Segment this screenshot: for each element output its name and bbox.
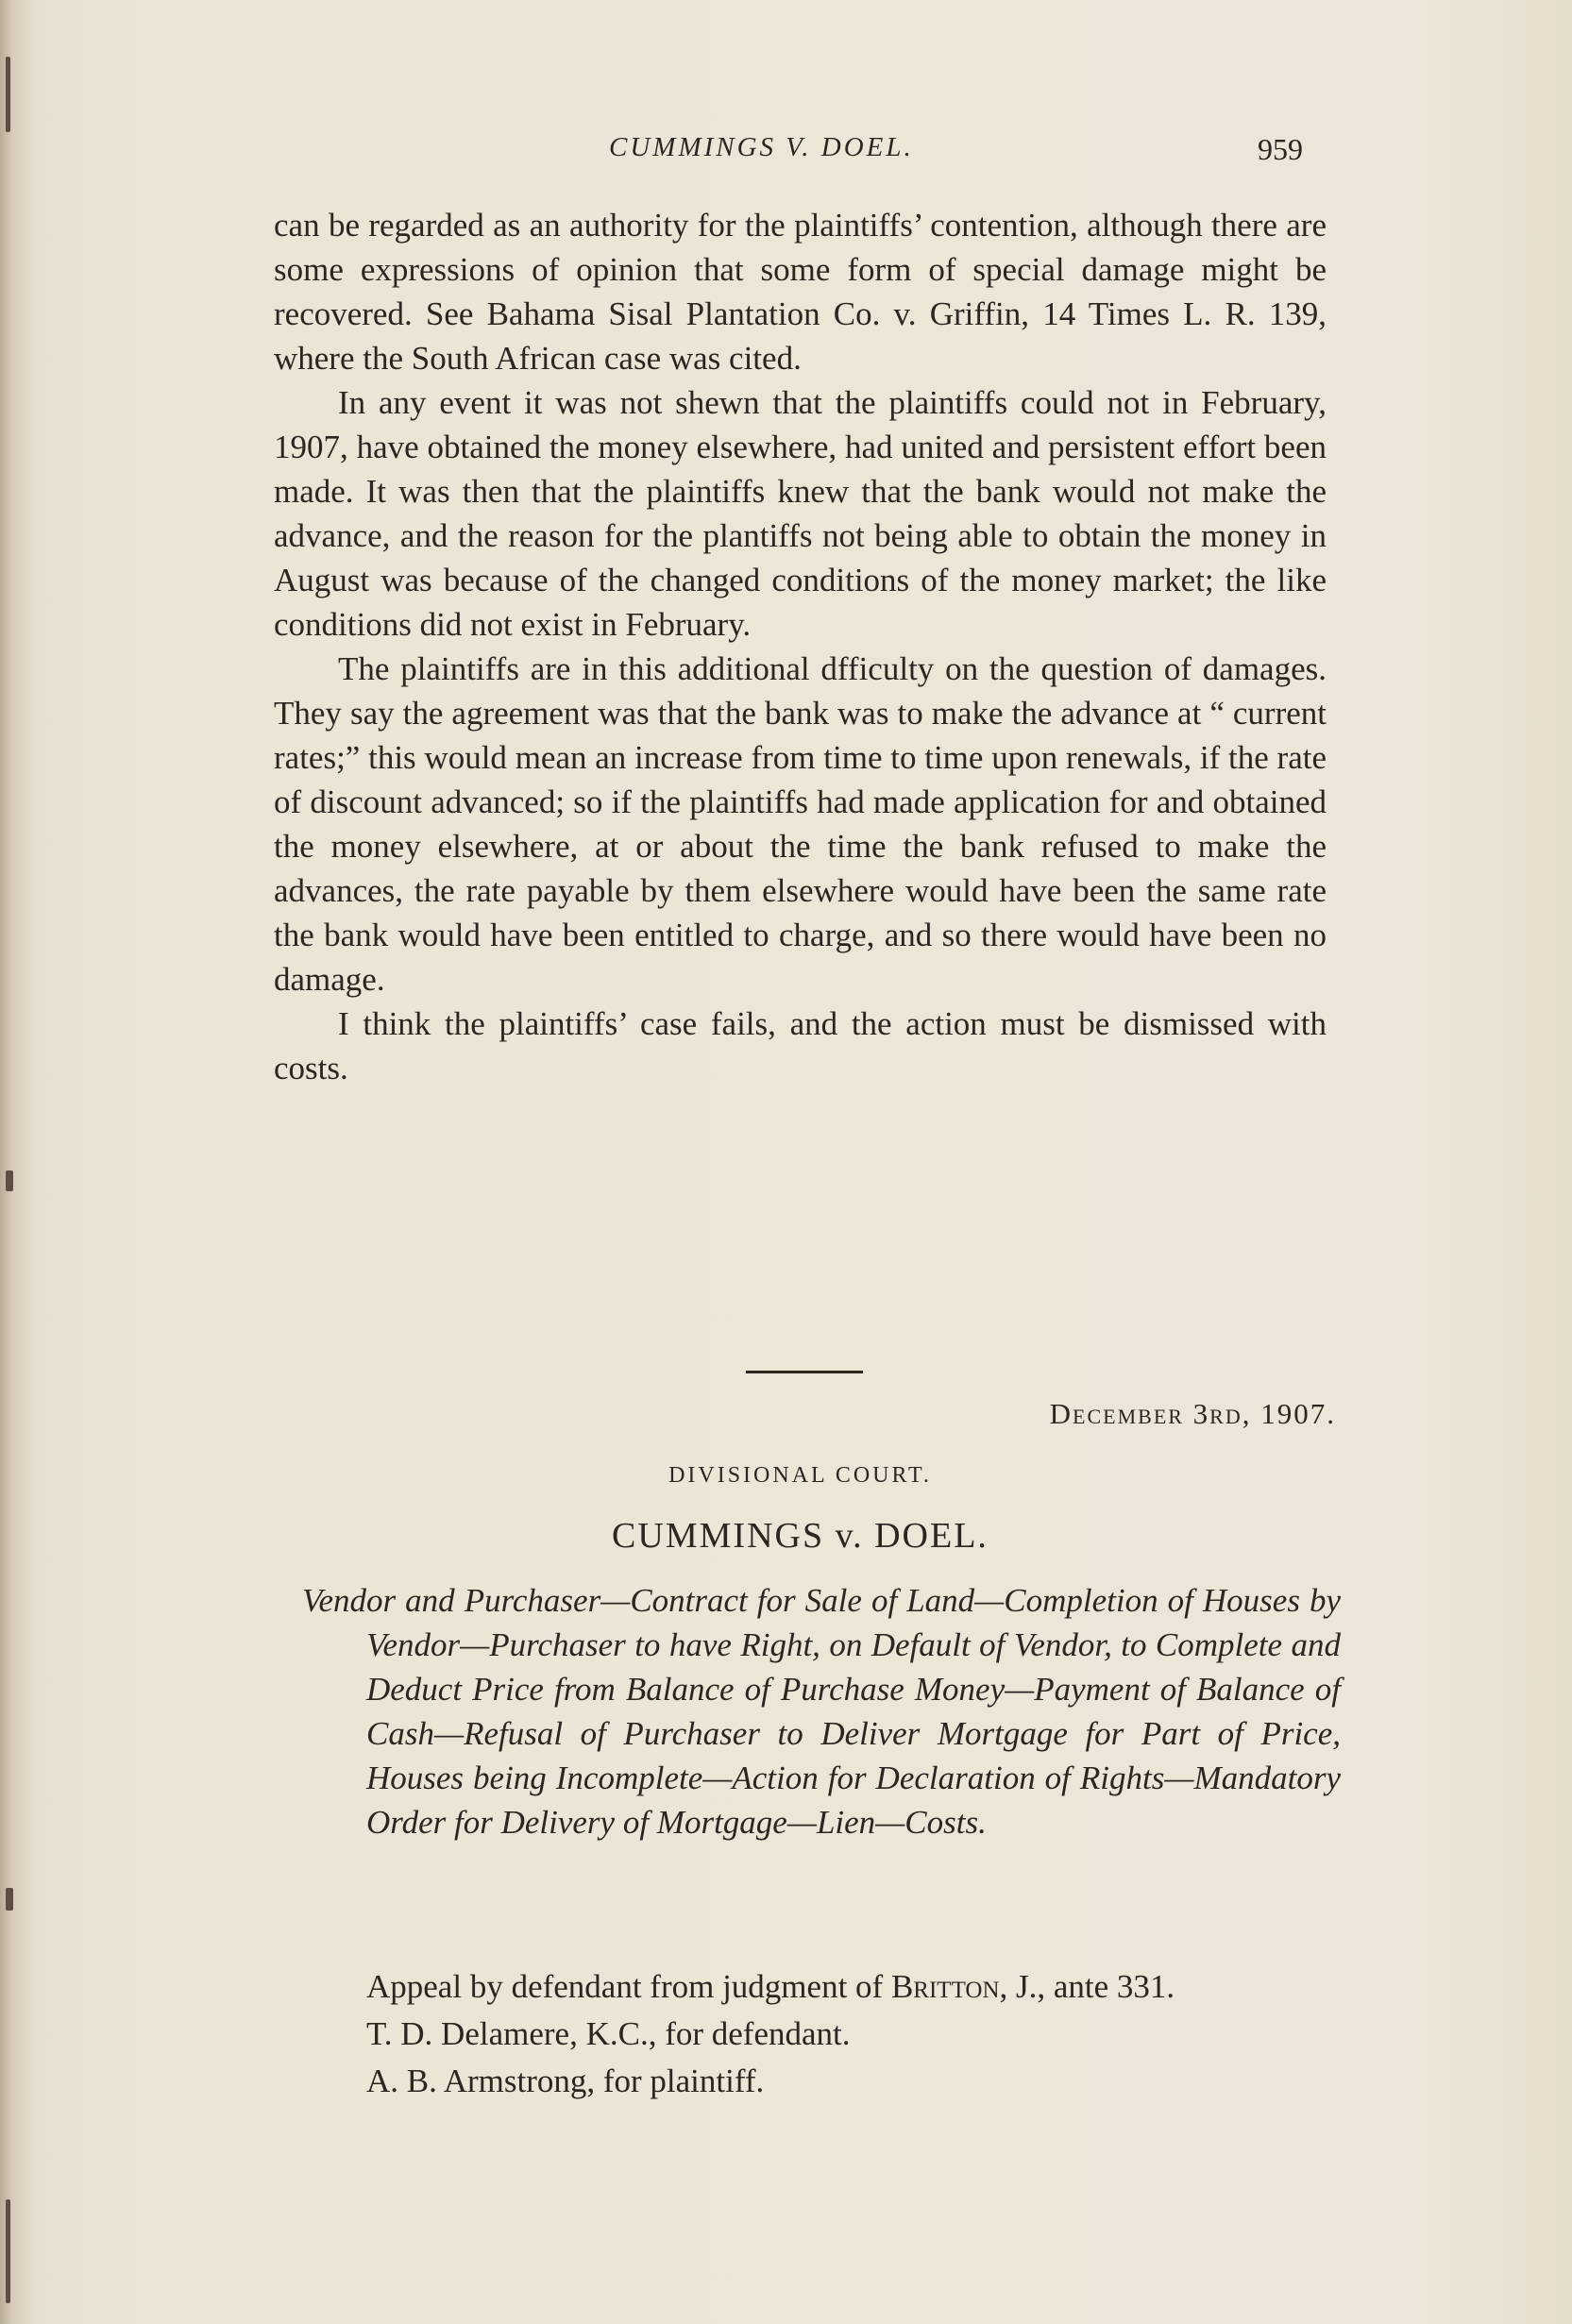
running-title: CUMMINGS V. DOEL. bbox=[609, 132, 914, 162]
case-title: CUMMINGS v. DOEL. bbox=[612, 1516, 989, 1556]
appeal-line bbox=[302, 1963, 1331, 2011]
counsel-plaintiff: A. B. Armstrong, for plaintiff. bbox=[366, 2063, 765, 2099]
page-number: 959 bbox=[1258, 132, 1303, 166]
running-head bbox=[274, 132, 1303, 179]
headnote: Vendor and Purchaser—Contract for Sale of Land—Completion of Houses by Vendor—Purchaser to have Right, on Default of Vendor, to Complete and Deduct Price from Balance of Purchase Money—Payment of Balance of Cash—Refusal of Purchaser to Deliver Mortgage for Part of Price, Houses being Incomplete—Action for Declaration of Rights—Mandatory Order for Delivery of Mortgage—Lien—Costs. bbox=[302, 1582, 1341, 1841]
appeal-prefix: Appeal by defendant from judgment of bbox=[366, 1968, 884, 2005]
court-name: DIVISIONAL COURT. bbox=[668, 1463, 932, 1488]
counsel-defendant: T. D. Delamere, K.C., for defendant. bbox=[366, 2015, 851, 2052]
paragraph: The plaintiffs are in this additional dfficulty on the question of damages. They say the agreement was that the bank was to make the advance at “ current rates;” this would mean an increase from time to time upon renewals, if the rate of discount advanced; so if the plaintiffs had made application for and obtained the money elsewhere, at or about the time the bank refused to make the advances, the rate payable by them elsewhere would have been the same rate the bank would have been entitled to charge, and so there would have been no damage. bbox=[274, 650, 1327, 998]
decision-date: December 3rd, 1907. bbox=[1049, 1397, 1336, 1430]
opinion-text bbox=[274, 203, 1327, 1090]
binding-mark bbox=[6, 1170, 13, 1191]
binding-shadow bbox=[6, 2199, 10, 2303]
section-divider bbox=[746, 1371, 863, 1373]
judge-name: Britton, J., bbox=[890, 1968, 1046, 2005]
appeal-citation: ante 331. bbox=[1053, 1968, 1175, 2005]
appeal-section bbox=[302, 1963, 1331, 2105]
binding-shadow bbox=[6, 57, 10, 132]
binding-mark bbox=[6, 1888, 13, 1911]
paragraph: can be regarded as an authority for the plaintiffs’ contention, although there are some expressions of opinion that some form of special damage might be recovered. See Bahama Sisal Plantation Co. v. Griffin, 14 Times L. R. 139, where the South African case was cited. bbox=[274, 207, 1327, 377]
paragraph: I think the plaintiffs’ case fails, and the action must be dismissed with costs. bbox=[274, 1005, 1327, 1086]
paragraph: In any event it was not shewn that the plaintiffs could not in February, 1907, have obtained the money elsewhere, had united and persistent effort been made. It was then that the plaintiffs knew that the bank would not make the advance, and the reason for the plantiffs not being able to obtain the money in August was because of the changed conditions of the money market; the like conditions did not exist in February. bbox=[274, 384, 1327, 643]
